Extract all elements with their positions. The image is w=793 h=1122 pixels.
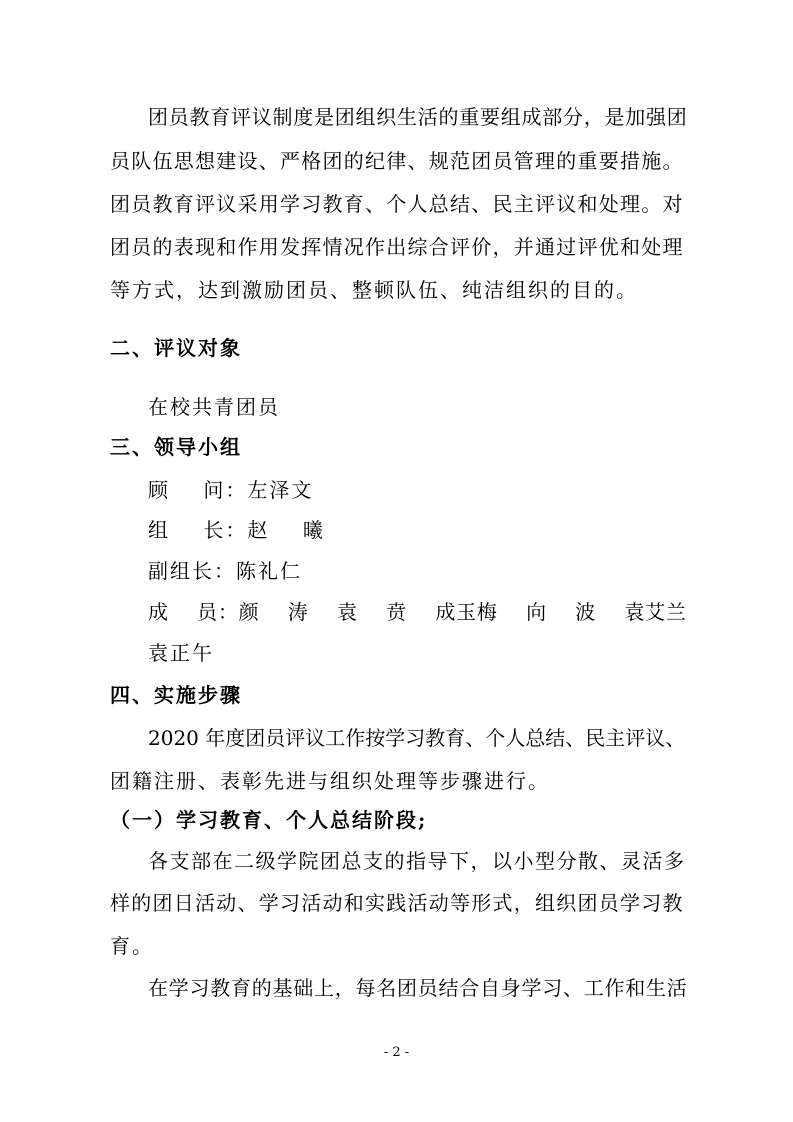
- section-heading-leadership-group: 三、领导小组: [110, 435, 242, 459]
- section-heading-evaluation-target: 二、评议对象: [110, 336, 242, 360]
- leadership-leader: 组 长：赵 曦: [148, 518, 325, 542]
- intro-line-3: 团员教育评议采用学习教育、个人总结、民主评议和处理。对: [110, 192, 684, 216]
- implementation-para-line-2: 团籍注册、表彰先进与组织处理等步骤进行。: [110, 769, 550, 793]
- intro-line-2: 员队伍思想建设、严格团的纪律、规范团员管理的重要措施。: [110, 149, 684, 173]
- page-number: - 2 -: [383, 1045, 410, 1060]
- evaluation-target-text: 在校共青团员: [148, 395, 280, 419]
- study-para-line-3: 育。: [110, 934, 154, 958]
- leadership-adviser: 顾 问：左泽文: [148, 478, 314, 502]
- intro-line-4: 团员的表现和作用发挥情况作出综合评价，并通过评优和处理: [110, 235, 684, 259]
- section-heading-implementation-steps: 四、实施步骤: [110, 683, 242, 707]
- implementation-para-line-1: 2020 年度团员评议工作按学习教育、个人总结、民主评议、: [148, 726, 686, 750]
- study-para-line-2: 样的团日活动、学习活动和实践活动等形式，组织团员学习教: [110, 891, 684, 915]
- leadership-members-line-2: 袁正午: [148, 641, 214, 665]
- subsection-heading-study-summary: （一）学习教育、个人总结阶段;: [110, 808, 428, 832]
- intro-line-1: 团员教育评议制度是团组织生活的重要组成部分，是加强团: [148, 105, 688, 129]
- intro-line-5: 等方式，达到激励团员、整顿队伍、纯洁组织的目的。: [110, 278, 638, 302]
- study-para-line-1: 各支部在二级学院团总支的指导下，以小型分散、灵活多: [148, 849, 686, 873]
- leadership-deputy: 副组长：陈礼仁: [148, 559, 302, 583]
- leadership-members-line-1: 成 员：颜 涛 袁 贲 成玉梅 向 波 袁艾兰: [148, 600, 687, 624]
- study-para-2-line-1: 在学习教育的基础上，每名团员结合自身学习、工作和生活: [148, 976, 688, 1000]
